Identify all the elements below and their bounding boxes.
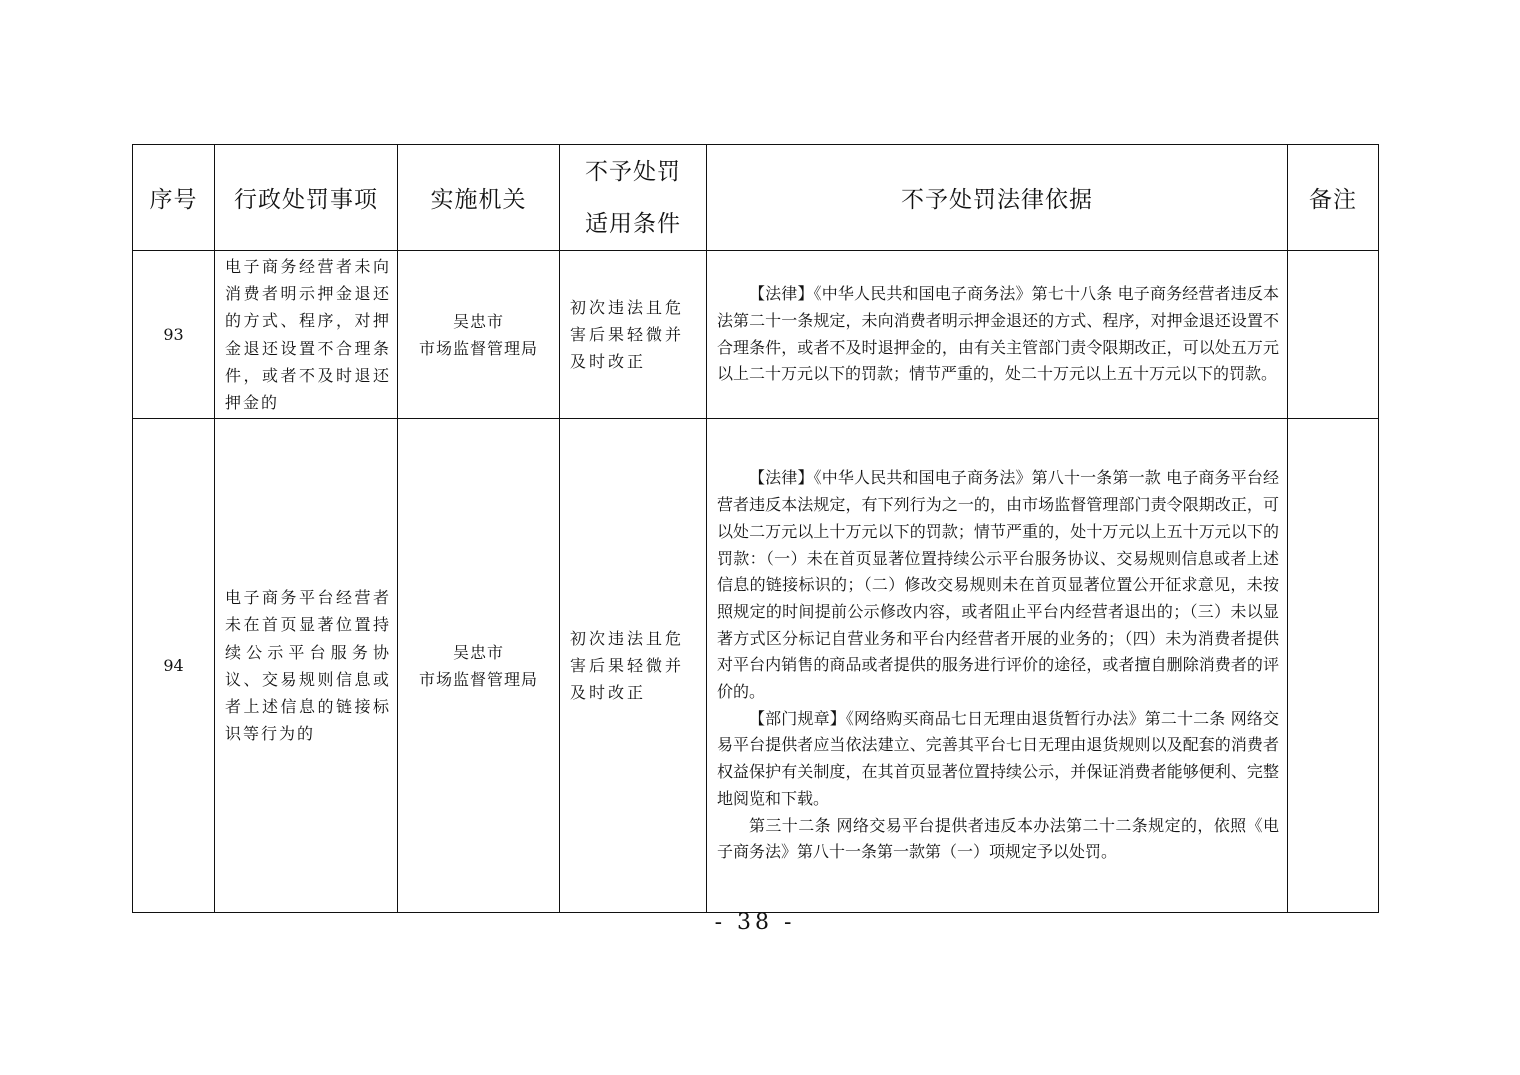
header-condition [560, 145, 707, 251]
basis-paragraph: 第三十二条 网络交易平台提供者违反本办法第二十二条规定的，依照《电子商务法》第八十一条第一款第（一）项规定予以处罚。 [717, 815, 1279, 862]
header-agency: 实施机关 [398, 145, 560, 251]
basis-paragraph: 【法律】《中华人民共和国电子商务法》第八十一条第一款 电子商务平台经营者违反本法规定，有下列行为之一的，由市场监督管理部门责令限期改正，可以处二万元以上十万元以下的罚款；情节严重的，处十万元以上五十万元以下的罚款：（一）未在首页显著位置持续公示平台服务协议、交易规则信息或者上述信息的链接标识的；（二）修改交易规则未在首页显著位置公开征求意见，未按照规定的时间提前公示修改内容，或者阻止平台内经营者退出的；（三）未以显著方式区分标记自营业务和平台内经营者开展的业务的；（四）未为消费者提供对平台内销售的商品或者提供的服务进行评价的途径，或者擅自删除消费者的评价的。 [717, 468, 1279, 702]
row-basis [707, 251, 1288, 419]
row-basis [707, 419, 1288, 913]
row-remark [1288, 251, 1379, 419]
header-item: 行政处罚事项 [215, 145, 398, 251]
row-agency [398, 251, 560, 419]
row-item: 电子商务平台经营者未在首页显著位置持续公示平台服务协议、交易规则信息或者上述信息的链接标识等行为的 [215, 419, 398, 913]
table-row [133, 251, 1379, 419]
header-remark: 备注 [1288, 145, 1379, 251]
header-condition-line2: 适用条件 [585, 210, 681, 237]
basis-paragraph: 【法律】《中华人民共和国电子商务法》第七十八条 电子商务经营者违反本法第二十一条规定，未向消费者明示押金退还的方式、程序，对押金退还设置不合理条件，或者不及时退押金的，由有关主管部门责令限期改正，可以处五万元以上二十万元以下的罚款；情节严重的，处二十万元以上五十万元以下的罚款。 [717, 284, 1279, 384]
agency-line1: 吴忠市 [452, 311, 504, 331]
row-remark [1288, 419, 1379, 913]
row-condition: 初次违法且危害后果轻微并及时改正 [560, 419, 707, 913]
table-header-row [133, 145, 1379, 251]
header-basis: 不予处罚法律依据 [707, 145, 1288, 251]
basis-paragraph: 【部门规章】《网络购买商品七日无理由退货暂行办法》第二十二条 网络交易平台提供者应当依法建立、完善其平台七日无理由退货规则以及配套的消费者权益保护有关制度，在其首页显著位置持续公示，并保证消费者能够便利、完整地阅览和下载。 [717, 708, 1279, 808]
row-agency [398, 419, 560, 913]
penalty-table [132, 144, 1379, 913]
row-condition: 初次违法且危害后果轻微并及时改正 [560, 251, 707, 419]
agency-line2: 市场监督管理局 [418, 669, 538, 689]
page-number: - 38 - [714, 910, 796, 935]
table-row [133, 419, 1379, 913]
header-seq: 序号 [133, 145, 215, 251]
agency-line1: 吴忠市 [452, 642, 504, 662]
row-seq: 93 [133, 251, 215, 419]
header-condition-line1: 不予处罚 [585, 158, 681, 185]
agency-line2: 市场监督管理局 [418, 338, 538, 358]
row-seq: 94 [133, 419, 215, 913]
row-item: 电子商务经营者未向消费者明示押金退还的方式、程序，对押金退还设置不合理条件，或者不及时退还押金的 [215, 251, 398, 419]
